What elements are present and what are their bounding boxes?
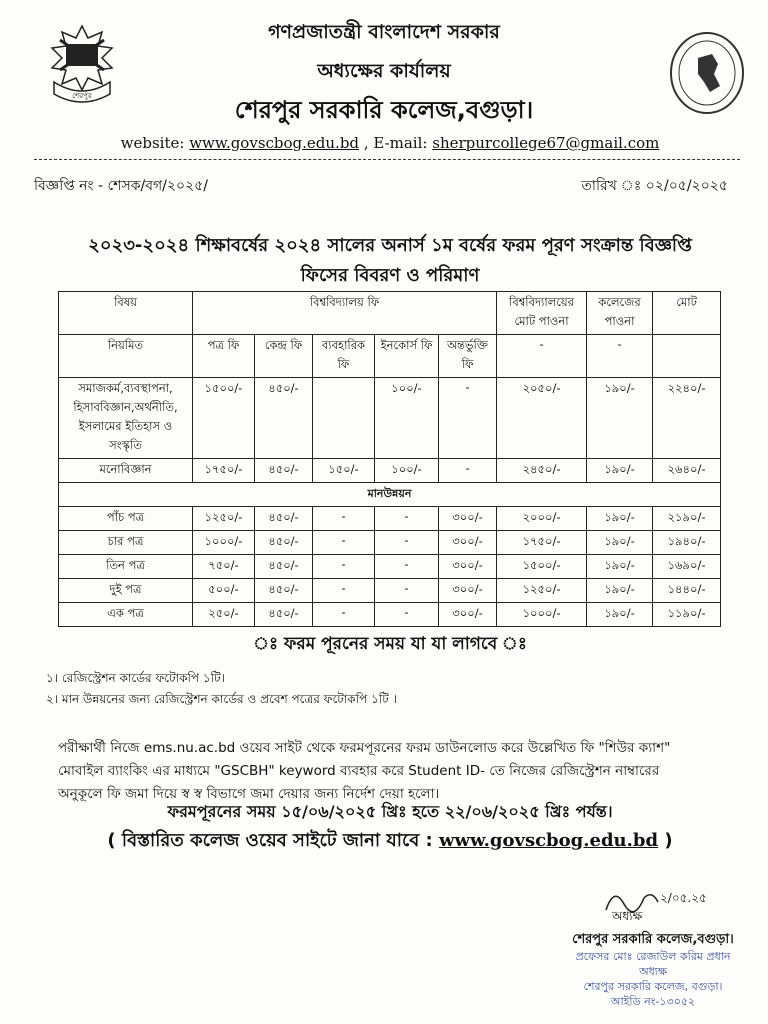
table-row: [59, 459, 721, 483]
instruction-line: মোবাইল ব্যাংকিং এর মাধ্যমে "GSCBH" keyword ব্যবহার করে Student ID- তে নিজের রেজিস্ট্রেশন নাম্বারের: [58, 763, 660, 779]
cell-total: ১৬৯০/-: [653, 555, 721, 579]
subheader-empty: [653, 335, 721, 378]
cell-college-due: ১৯০/-: [587, 555, 653, 579]
cell-incourse-fee: -: [375, 507, 439, 531]
subheader-practical-fee: ব্যবহারিক ফি: [313, 335, 375, 378]
cell-enrollment-fee: ৩০০/-: [439, 531, 497, 555]
instruction-line: পরীক্ষার্থী নিজে ems.nu.ac.bd ওয়েব সাইট থেকে ফরমপূরনের ফরম ডাউনলোড করে উল্লেখিত ফি "শিউর ক্যাশ": [58, 740, 671, 756]
cell-paper-fee: ১৫০০/-: [193, 378, 255, 459]
cell-paper-fee: ১৭৫০/-: [193, 459, 255, 483]
cell-practical-fee: ১৫০/-: [313, 459, 375, 483]
signature-date-text: ২/০৫.২৫: [660, 891, 707, 905]
cell-total: ২১৯০/-: [653, 507, 721, 531]
subheader-incourse-fee: ইনকোর্স ফি: [375, 335, 439, 378]
cell-paper-fee: ৭৫০/-: [193, 555, 255, 579]
cell-total: ২২৪০/-: [653, 378, 721, 459]
cell-college-due: ১৯০/-: [587, 459, 653, 483]
signatory-title: অধ্যক্ষ: [612, 909, 643, 923]
cell-total: ২৬৪০/-: [653, 459, 721, 483]
cell-practical-fee: -: [313, 507, 375, 531]
details-line: [40, 826, 740, 857]
improvement-section-row: [59, 483, 721, 507]
cell-enrollment-fee: ৩০০/-: [439, 579, 497, 603]
requirements-heading: ঃ ফরম পূরনের সময় যা যা লাগবে ঃ: [253, 634, 527, 654]
table-row: [59, 555, 721, 579]
cell-centre-fee: ৪৫০/-: [255, 531, 313, 555]
header-total: মোট: [653, 292, 721, 335]
cell-incourse-fee: -: [375, 603, 439, 627]
cell-university-total: ১৭৫০/-: [497, 531, 587, 555]
stamp-college: শেরপুর সরকারি কলেজ, বগুড়া।: [583, 980, 723, 993]
cell-university-total: ১২৫০/-: [497, 579, 587, 603]
details-website-link[interactable]: www.govscbog.edu.bd: [438, 830, 659, 851]
header-university-total: বিশ্ববিদ্যালয়ের মোট পাওনা: [497, 292, 587, 335]
cell-enrollment-fee: -: [439, 378, 497, 459]
cell-centre-fee: ৪৫০/-: [255, 603, 313, 627]
cell-college-due: ১৯০/-: [587, 507, 653, 531]
stamp-title: অধ্যক্ষ: [639, 965, 667, 978]
cell-incourse-fee: -: [375, 555, 439, 579]
cell-centre-fee: ৪৫০/-: [255, 507, 313, 531]
cell-university-total: ২৪৫০/-: [497, 459, 587, 483]
header-college-due: কলেজের পাওনা: [587, 292, 653, 335]
fee-table: [58, 291, 721, 627]
svg-text:শেরপুর: শেরপুর: [72, 92, 92, 100]
header-university-fee: বিশ্ববিদ্যালয় ফি: [193, 292, 497, 335]
details-suffix: ): [664, 830, 673, 851]
header-subject: বিষয়: [59, 292, 193, 335]
cell-practical-fee: -: [313, 603, 375, 627]
subheader-centre-fee: কেন্দ্র ফি: [255, 335, 313, 378]
cell-paper-fee: ১২৫০/-: [193, 507, 255, 531]
subheader-regular: নিয়মিত: [59, 335, 193, 378]
cell-practical-fee: -: [313, 555, 375, 579]
table-row: [59, 531, 721, 555]
government-title: গণপ্রজাতন্ত্রী বাংলাদেশ সরকার: [268, 21, 500, 43]
college-logo-icon: [36, 18, 128, 118]
requirement-item: ১। রেজিস্ট্রেশন কার্ডের ফটোকপি ১টি।: [46, 671, 225, 685]
cell-enrollment-fee: ৩০০/-: [439, 555, 497, 579]
cell-college-due: ১৯০/-: [587, 603, 653, 627]
details-prefix: ( বিস্তারিত কলেজ ওয়েব সাইটে জানা যাবে :: [107, 830, 433, 851]
cell-university-total: ২০৫০/-: [497, 378, 587, 459]
cell-college-due: ১৯০/-: [587, 378, 653, 459]
cell-centre-fee: ৪৫০/-: [255, 579, 313, 603]
cell-paper-fee: ২৫০/-: [193, 603, 255, 627]
cell-papers: দুই পত্র: [59, 579, 193, 603]
cell-papers: পাঁচ পত্র: [59, 507, 193, 531]
website-label: website:: [120, 134, 185, 152]
cell-university-total: ১৫০০/-: [497, 555, 587, 579]
cell-college-due: ১৯০/-: [587, 579, 653, 603]
cell-enrollment-fee: ৩০০/-: [439, 603, 497, 627]
signatory-college: শেরপুর সরকারি কলেজ,বগুড়া।: [572, 932, 734, 947]
cell-practical-fee: -: [313, 531, 375, 555]
notice-subtitle: ফিসের বিবরণ ও পরিমাণ: [300, 265, 480, 286]
instruction-line: অনুকূলে ফি জমা দিয়ে স্ব স্ব বিভাগে জমা দেয়ার জন্য নির্দেশ দেয়া হলো।: [58, 786, 440, 802]
table-subheader-row: [59, 335, 721, 378]
header-divider: [34, 159, 740, 160]
contact-line: [60, 134, 720, 152]
principal-stamp: [538, 949, 768, 1009]
table-header-row: [59, 292, 721, 335]
cell-practical-fee: [313, 378, 375, 459]
subheader-paper-fee: পত্র ফি: [193, 335, 255, 378]
cell-paper-fee: ৫০০/-: [193, 579, 255, 603]
government-seal-icon: [668, 30, 746, 116]
cell-university-total: ১০০০/-: [497, 603, 587, 627]
cell-enrollment-fee: ৩০০/-: [439, 507, 497, 531]
email-label: , E-mail:: [363, 134, 428, 152]
form-fillup-period: ফরমপূরনের সময় ১৫/০৬/২০২৫ খ্রিঃ হতে ২২/০৬/২০২৫ খ্রিঃ পর্যন্ত।: [167, 802, 613, 821]
improvement-label: মানউন্নয়ন: [59, 483, 721, 507]
cell-papers: এক পত্র: [59, 603, 193, 627]
table-row: [59, 579, 721, 603]
cell-papers: তিন পত্র: [59, 555, 193, 579]
cell-papers: চার পত্র: [59, 531, 193, 555]
cell-subject: সমাজকর্ম,ব্যবস্থাপনা, হিসাববিজ্ঞান,অর্থনীতি, ইসলামের ইতিহাস ও সংস্কৃতি: [59, 378, 193, 459]
cell-subject: মনোবিজ্ঞান: [59, 459, 193, 483]
email-link[interactable]: sherpurcollege67@gmail.com: [432, 134, 660, 152]
stamp-id: আইডি নং-১৩০৫২: [610, 995, 696, 1008]
cell-incourse-fee: -: [375, 531, 439, 555]
subheader-dash: -: [497, 335, 587, 378]
cell-paper-fee: ১০০০/-: [193, 531, 255, 555]
cell-college-due: ১৯০/-: [587, 531, 653, 555]
cell-incourse-fee: ১০০/-: [375, 378, 439, 459]
college-name: শেরপুর সরকারি কলেজ,বগুড়া।: [234, 96, 534, 124]
cell-incourse-fee: ১০০/-: [375, 459, 439, 483]
cell-total: ১৯৪০/-: [653, 531, 721, 555]
requirement-item: ২। মান উন্নয়নের জন্য রেজিস্ট্রেশন কার্ডের ও প্রবেশ পত্রের ফটোকপি ১টি ।: [46, 692, 397, 706]
cell-total: ১৪৪০/-: [653, 579, 721, 603]
subheader-dash: -: [587, 335, 653, 378]
cell-total: ১১৯০/-: [653, 603, 721, 627]
office-title: অধ্যক্ষের কার্যালয়: [317, 60, 451, 82]
instructions-paragraph: [58, 737, 738, 806]
cell-centre-fee: ৪৫০/-: [255, 378, 313, 459]
table-row: [59, 603, 721, 627]
cell-university-total: ২০০০/-: [497, 507, 587, 531]
cell-centre-fee: ৪৫০/-: [255, 459, 313, 483]
cell-centre-fee: ৪৫০/-: [255, 555, 313, 579]
subheader-enrollment-fee: অন্তর্ভুক্তি ফি: [439, 335, 497, 378]
table-row: [59, 507, 721, 531]
cell-practical-fee: -: [313, 579, 375, 603]
memo-date: তারিখ ঃ ০২/০৫/২০২৫: [581, 178, 728, 194]
memo-number: বিজ্ঞপ্তি নং - শেসক/বগ/২০২৫/: [34, 178, 209, 194]
cell-incourse-fee: -: [375, 579, 439, 603]
cell-enrollment-fee: -: [439, 459, 497, 483]
stamp-name: প্রফেসর মোঃ রেজাউল করিম প্রধান: [575, 950, 731, 963]
website-link[interactable]: www.govscbog.edu.bd: [189, 134, 360, 152]
table-row: [59, 378, 721, 459]
notice-title: ২০২৩-২০২৪ শিক্ষাবর্ষের ২০২৪ সালের অনার্স ১ম বর্ষের ফরম পূরণ সংক্রান্ত বিজ্ঞপ্তি: [88, 235, 692, 256]
